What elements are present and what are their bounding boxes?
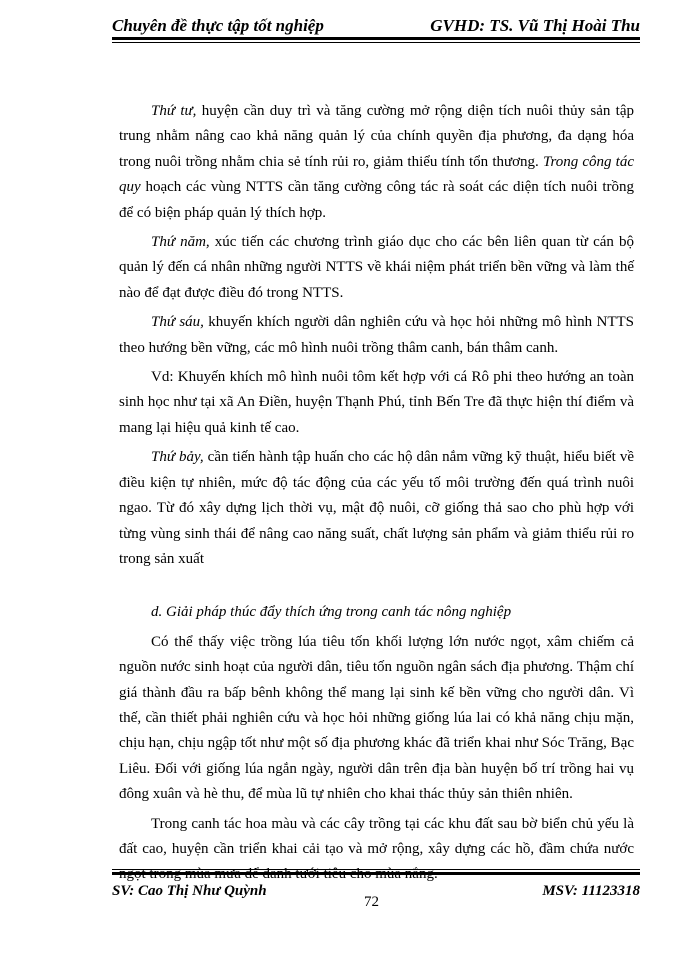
paragraph-lead: Thứ năm,: [151, 234, 210, 251]
paragraph-text: huyện cần duy trì và tăng cường mở rộng diện tích nuôi thủy sản tập trung nhằm nâng cao khả năng quản lý của chính quyền địa phương, đa dạng hóa trong nuôi trồng nhằm chia sẻ tính rủi ro, giảm thiểu tính tổn thương.: [119, 103, 634, 170]
footer-student-name: SV: Cao Thị Như Quỳnh: [112, 883, 267, 899]
page-footer: [112, 880, 640, 920]
footer-student-id: MSV: 11123318: [542, 883, 640, 899]
paragraph-thu-nam: [119, 230, 634, 306]
document-body: [119, 99, 634, 888]
footer-rule-thin: [112, 869, 640, 870]
page-number: 72: [364, 894, 379, 910]
header-supervisor: GVHD: TS. Vũ Thị Hoài Thu: [430, 16, 640, 35]
paragraph-text: cần tiến hành tập huấn cho các hộ dân nắm vững kỹ thuật, hiểu biết về điều kiện tự nhiên, mức độ tác động của các yếu tố môi trường đến quá trình nuôi ngao. Từ đó xây dựng lịch thời vụ, mật độ nuôi, cỡ giống thả sao cho phù hợp với từng vùng sinh thái để nâng cao năng suất, chất lượng sản phẩm và giảm thiểu rủi ro trong sản xuất: [119, 449, 634, 567]
paragraph-text: hoạch các vùng NTTS cần tăng cường công tác rà soát các diện tích nuôi trồng để có biện pháp quản lý thích hợp.: [119, 179, 634, 221]
footer-rule-thick: [112, 872, 640, 875]
paragraph-lead: Thứ tư,: [151, 103, 197, 119]
paragraph-text: khuyến khích người dân nghiên cứu và học hỏi những mô hình NTTS theo hướng bền vững, các mô hình nuôi trồng thâm canh, bán thâm canh.: [119, 314, 634, 356]
paragraph-text: xúc tiến các chương trình giáo dục cho các bên liên quan từ cán bộ quản lý đến cá nhân những người NTTS về khái niệm phát triển bền vững và làm thế nào để đạt được điều đó trong NTTS.: [119, 234, 634, 301]
paragraph-thu-tu: [119, 99, 634, 226]
page-header: [112, 10, 640, 38]
paragraph-thu-sau: [119, 310, 634, 361]
header-rule-thick: [112, 37, 640, 40]
paragraph-lead: Thứ sáu,: [151, 314, 204, 331]
section-heading-text: d. Giải pháp thúc đẩy thích ứng trong canh tác nông nghiệp: [151, 604, 512, 621]
header-rule-thin: [112, 42, 640, 43]
header-course-title: Chuyên đề thực tập tốt nghiệp: [112, 16, 324, 35]
paragraph-example: Vd: Khuyến khích mô hình nuôi tôm kết hợp với cá Rô phi theo hướng an toàn sinh học như tại xã An Điền, huyện Thạnh Phú, tỉnh Bến Tre đã thực hiện thí điểm và mang lại hiệu quả kinh tế cao.: [119, 369, 634, 436]
paragraph-crops: Trong canh tác hoa màu và các cây trồng tại các khu đất sau bờ biển chủ yếu là đất cao, huyện cần triển khai cải tạo và mở rộng, xây dựng các hồ, đầm chứa nước: [119, 815, 634, 857]
section-heading-d: [119, 600, 634, 625]
paragraph-lead: Thứ bảy,: [151, 449, 204, 466]
paragraph-thu-bay: [119, 445, 634, 572]
paragraph-emphasis: Trong công tác quy: [119, 153, 634, 196]
paragraph-rice: Có thể thấy việc trồng lúa tiêu tốn khối lượng lớn nước ngọt, xâm chiếm cả nguồn nước sinh hoạt của người dân, tiêu tốn nguồn ngân sách địa phương. Thậm chí giá thành đầu ra bấp bênh không thể mang lại sinh kế bền vững cho người dân. Vì thế, cần thiết phải nghiên cứu và học hỏi những giống lúa lai có khả năng chịu mặn, chịu hạn, chịu ngập tốt như một số địa phương khác đã triển khai như Sóc Trăng, Bạc Liêu. Đối với giống lúa ngắn ngày, người dân trên địa bàn huyện bố trí trồng hai vụ đông xuân và hè thu, để mùa lũ tự nhiên cho khai thác thủy sản thiên nhiên.: [119, 633, 634, 803]
